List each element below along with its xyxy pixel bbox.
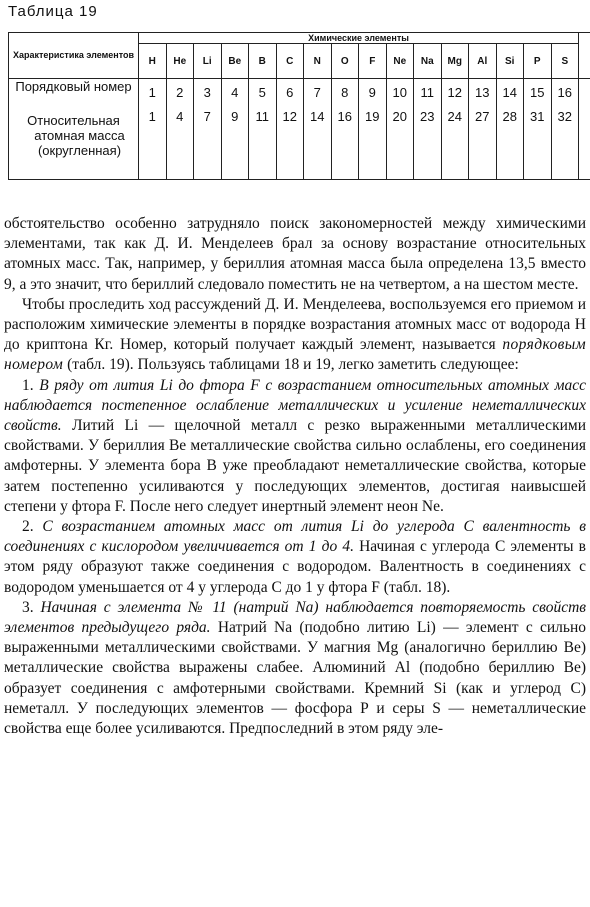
atomic-mass-value: 1 [148, 109, 156, 124]
row-label-atomic-mass-text: Относительная атомная масса (округленная) [27, 113, 125, 158]
elements-header: Химические элементы [139, 33, 579, 44]
values-row [9, 79, 590, 180]
element-values-cell [276, 79, 304, 180]
element-symbol: C [276, 44, 304, 79]
point-1-statement: В ряду от лития Li до фтора F с возрастанием относительных атомных масс наблюдается постепенное ослабление металлических и усиление неметаллических свойств. [4, 376, 586, 435]
element-symbol: Si [496, 44, 524, 79]
element-symbol: Be [221, 44, 249, 79]
ordinal-number-value: 13 [475, 85, 490, 100]
point-3-text: Натрий Na (подобно литию Li) — элемент с сильно выраженными металлическими свойствами. У магния Mg (аналогично бериллию Be) металлические свойства выражены слабее. Алюминий Al (подобно бериллию Be) образует соединения с амфотерными свойствами. Кремний Si (как и углерод С) неметалл. У последующих элементов — фосфора Р и серы S — неметаллические свойства еще более усиливаются. Предпоследний в этом ряду эле- [4, 619, 586, 738]
atomic-mass-value: 20 [392, 109, 407, 124]
ordinal-number-value: 14 [502, 85, 517, 100]
ordinal-number-value: 2 [176, 85, 184, 100]
element-values-cell [166, 79, 194, 180]
ordinal-number-value: 8 [341, 85, 349, 100]
element-values-cell [386, 79, 414, 180]
ordinal-number-value: 11 [420, 85, 434, 100]
ordinal-number-value: 16 [557, 85, 573, 100]
ordinal-number-value: 6 [286, 85, 294, 100]
element-symbol: S [551, 44, 579, 79]
atomic-mass-value: 9 [231, 109, 239, 124]
element-values-cell [139, 79, 167, 180]
ordinal-number-value: 1 [148, 85, 156, 100]
element-values-cell [496, 79, 524, 180]
ordinal-number-value: 4 [231, 85, 239, 100]
point-3-statement: Начиная с элемента № 11 (натрий Na) наблюдается повторяемость свойств элементов предыдущего ряда. [4, 598, 586, 637]
ordinal-number-value: 3 [203, 85, 211, 100]
elements-table [8, 32, 590, 180]
element-values-cell [524, 79, 552, 180]
element-symbol: H [139, 44, 167, 79]
atomic-mass-value: 12 [282, 109, 297, 124]
atomic-mass-value: 27 [475, 109, 490, 124]
element-symbol: B [249, 44, 277, 79]
atomic-mass-value: 11 [255, 109, 269, 124]
element-symbol: Al [469, 44, 497, 79]
element-symbol: He [166, 44, 194, 79]
table-edge-cell [579, 79, 590, 180]
paragraph-1: обстоятельство особенно затрудняло поиск закономерностей между химическими элементами, так как Д. И. Менделеев брал за основу возрастание относительных атомных масс. Так, например, у бериллия атомная масса была определена 13,5 вместо 9, а это значит, что бериллий следовало поместить не на четвертом, а на шестом месте. [4, 215, 586, 293]
paragraph-point-1 [4, 376, 586, 517]
table-edge-column [579, 33, 590, 79]
element-values-cell [304, 79, 332, 180]
element-symbol: Na [414, 44, 442, 79]
element-values-cell [249, 79, 277, 180]
point-1-text: Литий Li — щелочной металл с резко выраженными металлическими свойствами. У бериллия Be металлические свойства сильно ослаблены, его соединения амфотерны. У элемента бора В уже преобладают неметаллические свойства, которые затем постепенно усиливаются у последующих элементов, достигая наивысшей степени у фтора F. После него следует инертный элемент неон Ne. [4, 417, 586, 515]
ordinal-number-value: 9 [368, 85, 376, 100]
atomic-mass-value: 19 [365, 109, 380, 124]
element-values-cell [441, 79, 469, 180]
row-label-ordinal-number: Порядковый номер [15, 79, 132, 94]
atomic-mass-value: 28 [502, 109, 517, 124]
paragraph-2 [4, 295, 586, 376]
point-3-number: 3. [22, 598, 41, 616]
element-values-cell [331, 79, 359, 180]
element-symbol: Li [194, 44, 222, 79]
ordinal-number-value: 15 [530, 85, 545, 100]
ordinal-number-value: 12 [447, 85, 462, 100]
paragraph-2-text-a: Чтобы проследить ход рассуждений Д. И. Менделеева, воспользуемся его приемом и расположим химические элементы в порядке возрастания атомных масс от водорода Н до криптона Кг. Номер, который получает каждый элемент, называется [4, 295, 586, 354]
element-symbol: N [304, 44, 332, 79]
element-values-cell [359, 79, 387, 180]
atomic-mass-value: 31 [530, 109, 545, 124]
row-label-atomic-mass [9, 113, 138, 158]
atomic-mass-value: 4 [176, 109, 184, 124]
characteristics-header: Характеристика элементов [9, 33, 139, 79]
element-symbol: Mg [441, 44, 469, 79]
element-symbol: P [524, 44, 552, 79]
element-symbol: F [359, 44, 387, 79]
atomic-mass-value: 24 [447, 109, 462, 124]
atomic-mass-value: 7 [203, 109, 211, 124]
table-title: Таблица 19 [8, 3, 98, 20]
ordinal-number-value: 7 [313, 85, 321, 100]
point-2-text: Начиная с углерода С элементы в этом ряду образуют также соединения с водородом. Валентность в соединениях с водородом уменьшается от 4 у углерода С до 1 у фтора F (табл. 18). [4, 538, 587, 596]
body-text [4, 214, 586, 739]
ordinal-number-value: 5 [258, 85, 266, 100]
row-labels-cell [9, 79, 139, 180]
atomic-mass-value: 14 [310, 109, 325, 124]
element-values-cell [221, 79, 249, 180]
point-2-statement: С возрастанием атомных масс от лития Li до углерода С валентность в соединениях с кислородом увеличивается от 1 до 4. [4, 518, 587, 556]
term-ordinal-number: порядковым номером [4, 336, 586, 374]
element-values-cell [194, 79, 222, 180]
element-values-cell [414, 79, 442, 180]
paragraph-point-3 [4, 598, 586, 739]
atomic-mass-value: 23 [420, 109, 435, 124]
ordinal-number-value: 10 [392, 85, 407, 100]
element-values-cell [469, 79, 497, 180]
point-1-number: 1. [22, 376, 40, 394]
atomic-mass-value: 32 [557, 109, 573, 124]
paragraph-2-text-b: (табл. 19). Пользуясь таблицами 18 и 19, легко заметить следующее: [63, 356, 519, 374]
point-2-number: 2. [22, 518, 43, 536]
element-symbol: Ne [386, 44, 414, 79]
element-symbol: O [331, 44, 359, 79]
header-row [9, 33, 590, 44]
atomic-mass-value: 16 [337, 109, 352, 124]
element-values-cell [551, 79, 579, 180]
paragraph-point-2 [4, 517, 586, 598]
